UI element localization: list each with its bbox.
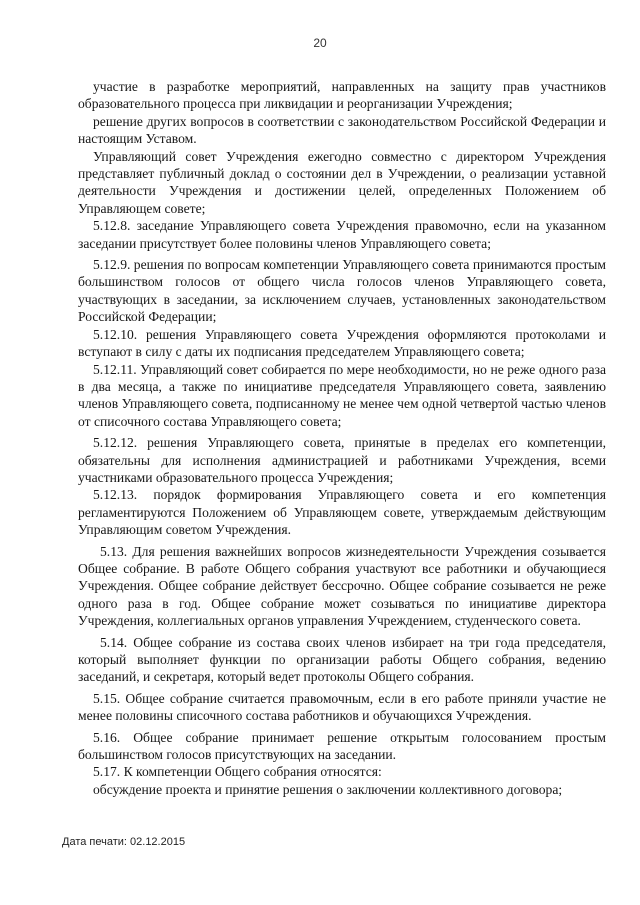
paragraph: 5.12.8. заседание Управляющего совета Учреждения правомочно, если на указанном заседании присутствует более половины членов Управляющего совета; — [78, 218, 606, 251]
paragraph: обсуждение проекта и принятие решения о заключении коллективного договора; — [93, 781, 563, 797]
paragraph: решение других вопросов в соответствии с законодательством Российской Федерации и настоящим Уставом. — [78, 113, 606, 147]
page-number: 20 — [313, 36, 327, 50]
paragraph: 5.12.11. Управляющий совет собирается по мере необходимости, но не реже одного раза в два месяца, а также по инициативе председателя Управляющего совета, заявлению членов Управляющего совета, подписанному не менее чем одной четвертой частью членов от списочного состава Управляющего совета; — [78, 361, 606, 429]
paragraph: 5.12.9. решения по вопросам компетенции Управляющего совета принимаются простым большинством голосов от общего числа голосов членов Управляющего совета, участвующих в заседании, за исключением случаев, установленных законодательством Российской Федерации; — [78, 257, 606, 325]
paragraph: участие в разработке мероприятий, направленных на защиту прав участников образовательного процесса при ликвидации и реорганизации Учреждения; — [78, 79, 606, 112]
paragraph: 5.14. Общее собрание из состава своих членов избирает на три года председателя, который выполняет функции по организации работы Общего собрания, ведению заседаний, и секретаря, который ведет протоколы Общего собрания. — [78, 634, 606, 685]
paragraph: 5.13. Для решения важнейших вопросов жизнедеятельности Учреждения созывается Общее собрание. В работе Общего собрания участвуют все работники и обучающиеся Учреждения. Общее собрание действует бессрочно. Общее собрание созывается не реже одного раза в год. Общее собрание может созываться по инициативе директора Учреждения, коллегиальных органов управления Учреждением, студенческого совета. — [78, 543, 606, 629]
paragraph: 5.16. Общее собрание принимает решение открытым голосованием простым большинством голосов присутствующих на заседании. — [78, 729, 606, 763]
document-body — [78, 78, 606, 798]
print-date: Дата печати: 02.12.2015 — [62, 836, 186, 848]
paragraph: 5.12.13. порядок формирования Управляющего совета и его компетенция регламентируются Положением об Управляющем совете, утверждаемым действующим Управляющим советом Учреждения. — [78, 487, 606, 538]
paragraph: Управляющий совет Учреждения ежегодно совместно с директором Учреждения представляет публичный доклад о состоянии дел в Учреждении, о реализации уставной деятельности Учреждения и достижении целей, определенных Положением об Управляющем совете; — [78, 148, 606, 216]
paragraph: 5.17. К компетенции Общего собрания относятся: — [93, 764, 382, 780]
paragraph: 5.12.10. решения Управляющего совета Учреждения оформляются протоколами и вступают в силу с даты их подписания председателем Управляющего совета; — [78, 326, 606, 360]
paragraph: 5.12.12. решения Управляющего совета, принятые в пределах его компетенции, обязательны для исполнения администрацией и работниками Учреждения, всеми участниками образовательного процесса Учреждения; — [78, 435, 606, 485]
paragraph: 5.15. Общее собрание считается правомочным, если в его работе приняли участие не менее половины списочного состава работников и обучающихся Учреждения. — [78, 690, 606, 724]
